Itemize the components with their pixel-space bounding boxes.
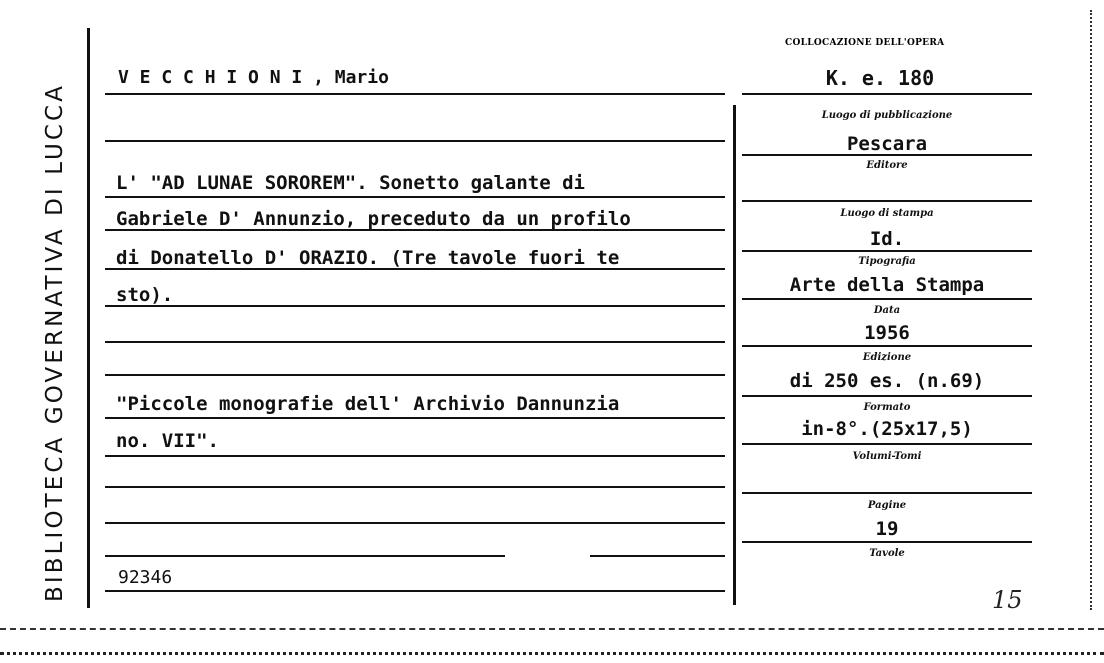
field-rule	[742, 395, 1032, 397]
shelfmark-rule	[742, 93, 1032, 95]
ruled-line	[105, 555, 505, 557]
field-value-data: 1956	[864, 322, 910, 344]
field-value-luogo-stampa: Id.	[869, 228, 905, 250]
field-label-editore: Editore	[866, 160, 908, 171]
field-rule	[742, 154, 1032, 156]
ruled-line	[105, 341, 725, 343]
field-label-volumi-tomi: Volumi-Tomi	[852, 451, 922, 462]
field-label-tavole: Tavole	[869, 548, 905, 559]
field-column-rule	[733, 105, 736, 605]
title-line-3: di Donatello D' ORAZIO. (Tre tavole fuori te	[116, 247, 620, 269]
ruled-line	[105, 140, 725, 142]
ruled-line	[105, 486, 725, 488]
series-line-2: no. VII".	[116, 430, 219, 452]
ruled-line	[105, 417, 725, 419]
shelfmark-header: COLLOCAZIONE DELL'OPERA	[785, 38, 945, 48]
field-rule	[742, 200, 1032, 202]
field-label-formato: Formato	[863, 402, 911, 413]
field-rule	[742, 492, 1032, 494]
scan-edge	[0, 652, 1104, 655]
ruled-line	[105, 455, 725, 457]
field-value-edizione: di 250 es. (n.69)	[789, 370, 985, 392]
ruled-line	[105, 196, 725, 198]
field-value-formato: in-8°.(25x17,5)	[801, 418, 973, 440]
author-name: V E C C H I O N I , Mario	[118, 67, 389, 88]
field-rule	[742, 298, 1032, 300]
card-bottom-edge	[0, 628, 1104, 630]
field-label-pagine: Pagine	[867, 500, 907, 511]
handwritten-mark: 15	[992, 586, 1023, 614]
field-rule	[742, 250, 1032, 252]
title-line-4: sto).	[116, 284, 174, 306]
field-label-tipografia: Tipografia	[858, 256, 916, 267]
ruled-line	[105, 305, 725, 307]
field-label-luogo-pubblicazione: Luogo di pubblicazione	[821, 110, 953, 121]
field-value-pagine: 19	[875, 518, 899, 540]
ruled-line	[590, 555, 725, 557]
field-label-data: Data	[873, 305, 901, 316]
left-margin-rule	[87, 28, 90, 608]
title-line-2: Gabriele D' Annunzio, preceduto da un profilo	[116, 208, 631, 230]
ruled-line	[105, 590, 725, 592]
field-value-luogo-pubblicazione: Pescara	[846, 133, 928, 155]
field-rule	[742, 345, 1032, 347]
field-label-edizione: Edizione	[862, 352, 912, 363]
ruled-line	[105, 522, 725, 524]
shelfmark-value: K. e. 180	[825, 66, 935, 90]
title-line-1: L' "AD LUNAE SOROREM". Sonetto galante di	[116, 172, 585, 194]
library-name: BIBLIOTECA GOVERNATIVA DI LUCCA	[42, 82, 68, 602]
ruled-line	[105, 374, 725, 376]
inventory-number: 92346	[118, 567, 173, 588]
field-rule	[742, 443, 1032, 445]
series-line-1: "Piccole monografie dell' Archivio Dannunzia	[116, 393, 620, 415]
field-rule	[742, 541, 1032, 543]
ruled-line	[105, 93, 725, 95]
field-value-tipografia: Arte della Stampa	[789, 274, 985, 296]
right-scan-edge	[1090, 10, 1092, 610]
field-label-luogo-stampa: Luogo di stampa	[840, 208, 934, 219]
